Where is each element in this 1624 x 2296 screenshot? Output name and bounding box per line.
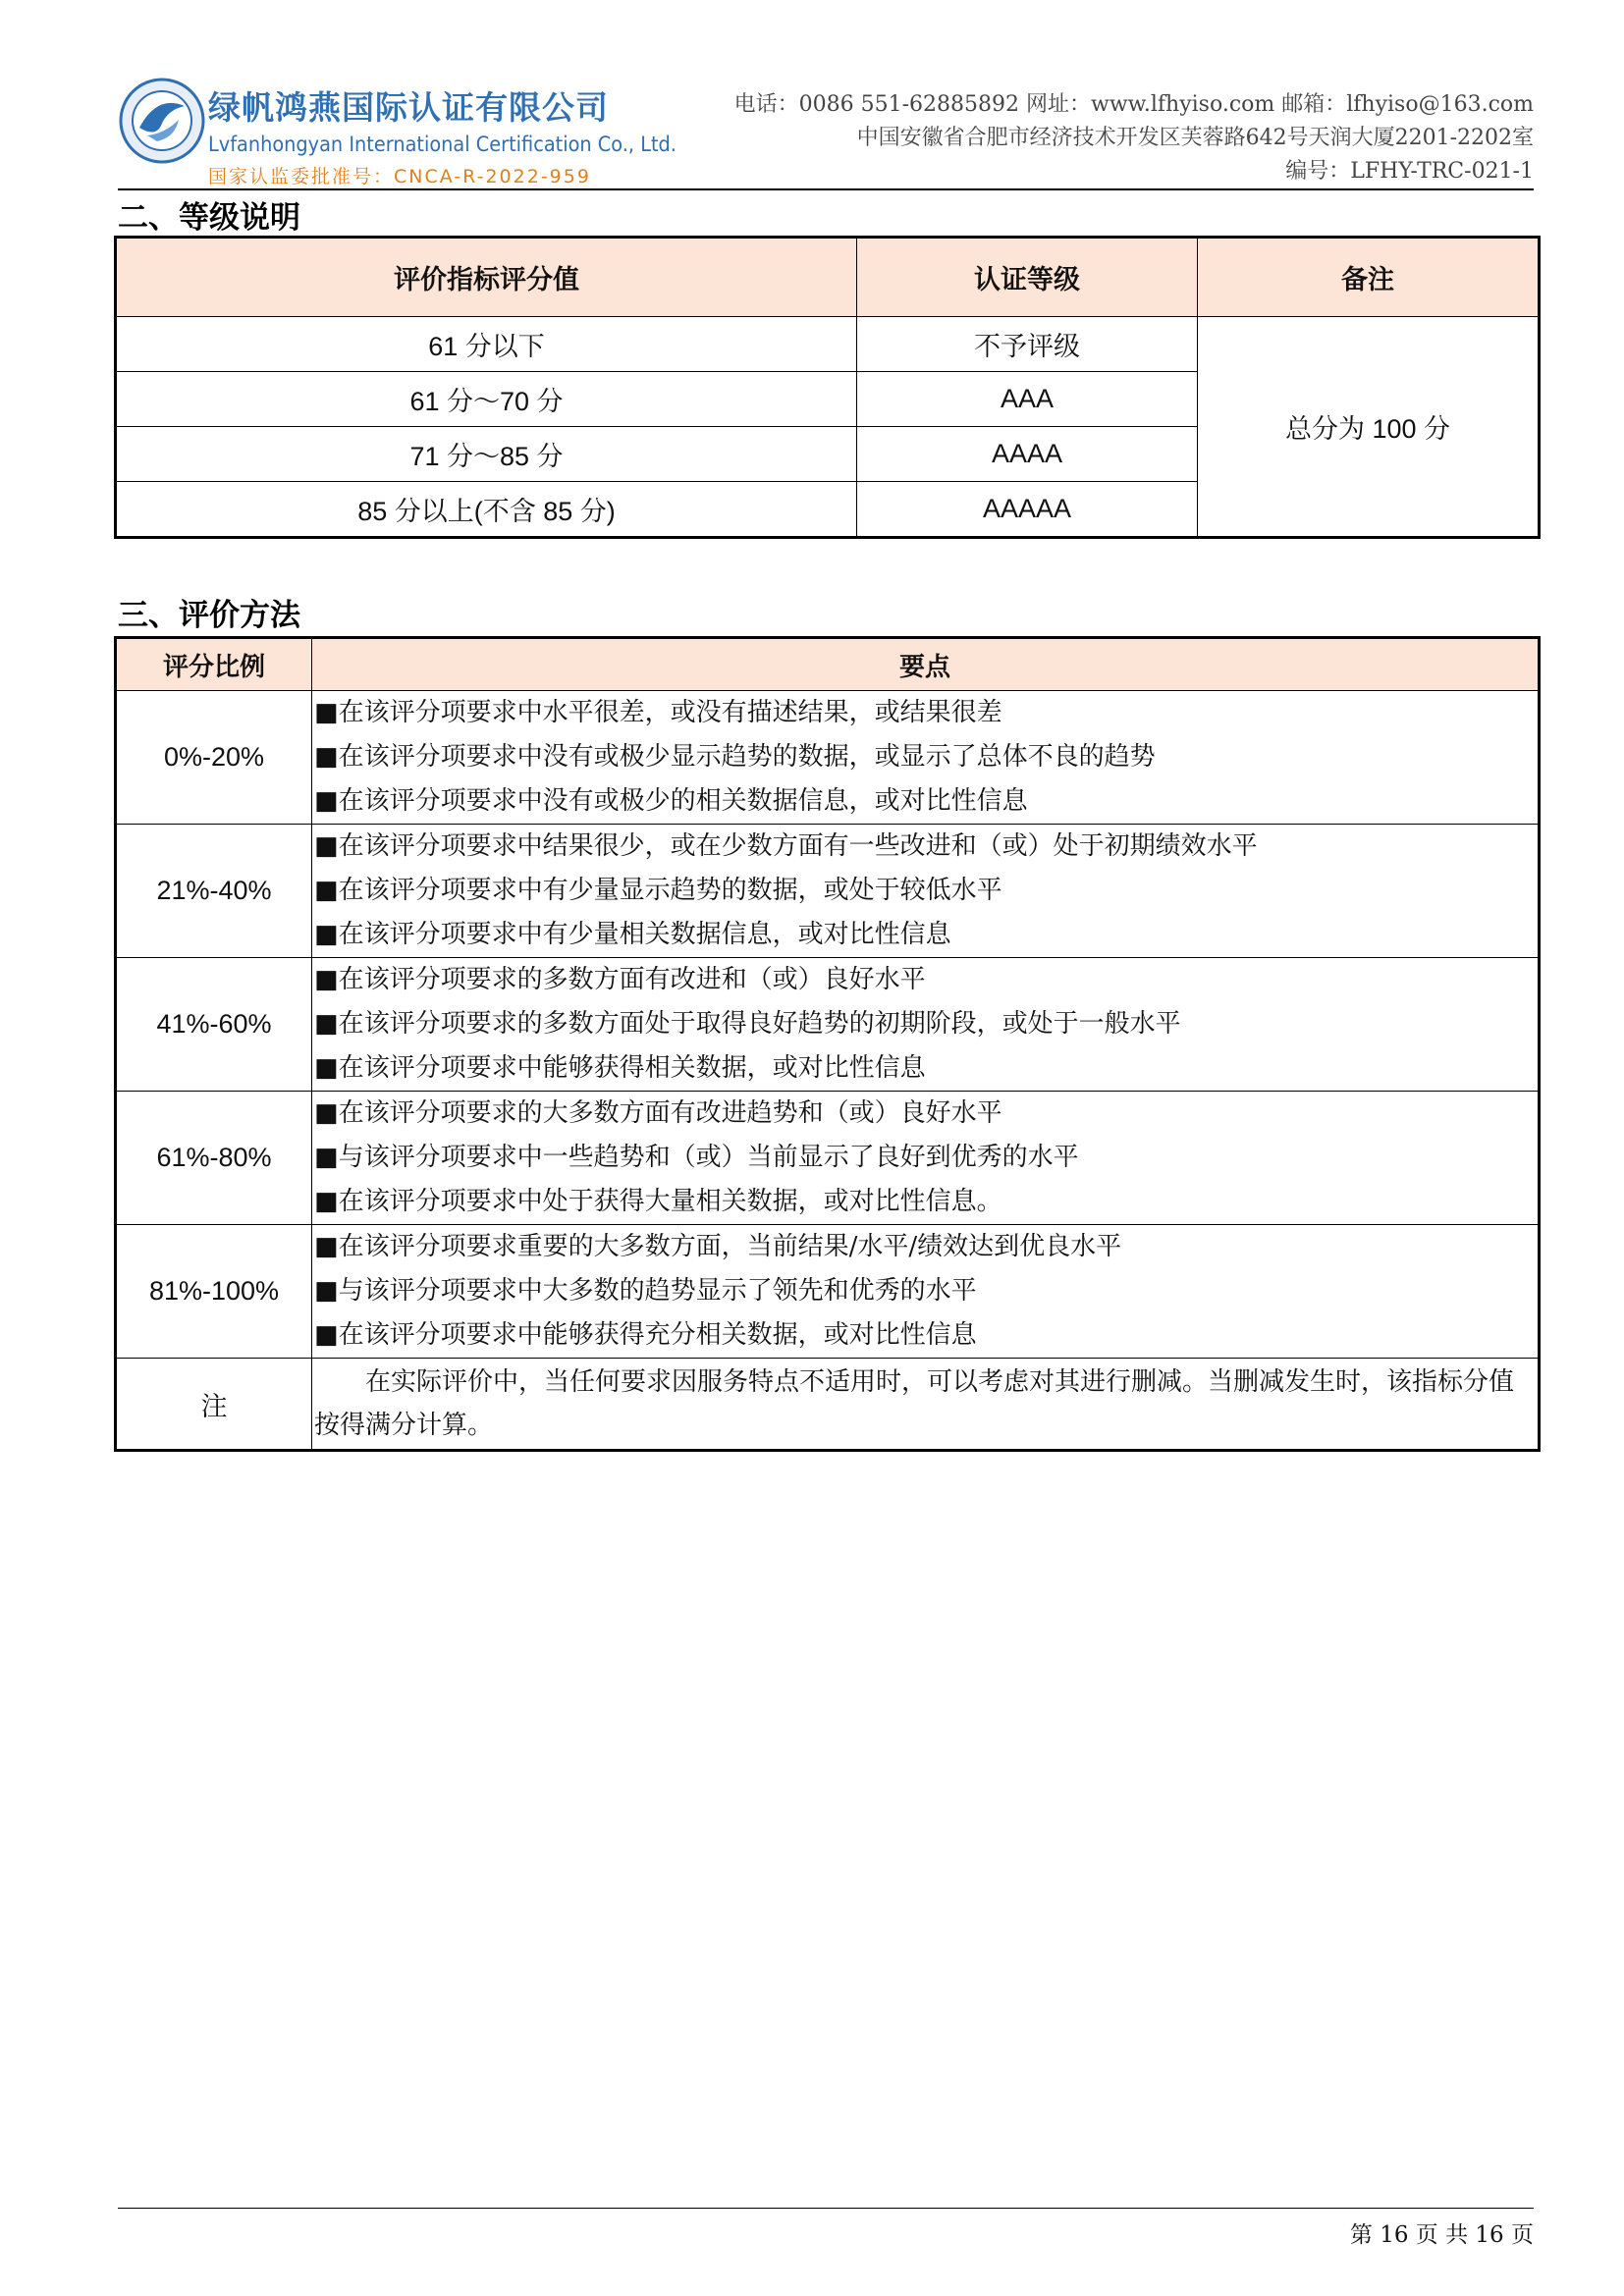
points-cell [312,1092,1540,1225]
points-cell [312,958,1540,1092]
points-cell [312,825,1540,958]
table-row [116,1092,1540,1225]
document-code: 编号：LFHY-TRC-021-1 [1285,159,1534,184]
points-cell [312,1225,1540,1359]
percent-cell: 61%-80% [116,1092,312,1225]
contact-line: 电话：0086 551-62885892 网址：www.lfhyiso.com 邮箱：lfhyiso@163.com [733,92,1534,117]
list-item: ■与该评分项要求中大多数的趋势显示了领先和优秀的水平 [314,1276,977,1306]
list-item: ■在该评分项要求中没有或极少的相关数据信息，或对比性信息 [314,786,1028,816]
percent-cell: 21%-40% [116,825,312,958]
list-item: ■在该评分项要求中结果很少，或在少数方面有一些改进和（或）处于初期绩效水平 [314,831,1258,861]
table-row [116,958,1540,1092]
column-header: 评价指标评分值 [116,238,857,317]
list-item: ■在该评分项要求中没有或极少显示趋势的数据，或显示了总体不良的趋势 [314,742,1156,772]
percent-cell: 41%-60% [116,958,312,1092]
percent-cell: 81%-100% [116,1225,312,1359]
column-header: 备注 [1198,238,1540,317]
header-divider [118,188,1534,190]
column-header: 要点 [312,638,1540,691]
table-row [116,1225,1540,1359]
list-item: ■在该评分项要求中能够获得充分相关数据，或对比性信息 [314,1320,977,1350]
page-number: 第 16 页 共 16 页 [1349,2222,1534,2248]
level-cell: 不予评级 [857,317,1198,372]
table-row-note [116,1359,1540,1451]
approval-number: 国家认监委批准号：CNCA-R-2022-959 [208,166,591,187]
table-row [116,691,1540,825]
footer-divider [118,2208,1534,2209]
list-item: ■在该评分项要求的多数方面有改进和（或）良好水平 [314,965,926,994]
level-cell: AAAA [857,427,1198,482]
list-item: ■在该评分项要求中能够获得相关数据，或对比性信息 [314,1053,926,1083]
table-row [116,825,1540,958]
section-title-method: 三、评价方法 [118,598,300,633]
company-name-cn: 绿帆鸿燕国际认证有限公司 [208,88,609,127]
page-header [118,77,1534,187]
contact-block [734,88,1534,188]
score-cell: 85 分以上(不含 85 分) [116,482,857,538]
table-row [116,317,1540,372]
table-header-row [116,238,1540,317]
remark-cell: 总分为 100 分 [1198,317,1540,538]
list-item: ■在该评分项要求中处于获得大量相关数据，或对比性信息。 [314,1187,1002,1216]
company-logo-icon [118,77,206,165]
column-header: 评分比例 [116,638,312,691]
list-item: ■在该评分项要求重要的大多数方面，当前结果/水平/绩效达到优良水平 [314,1232,1122,1261]
list-item: ■在该评分项要求中有少量显示趋势的数据，或处于较低水平 [314,876,1002,905]
percent-cell: 0%-20% [116,691,312,825]
level-cell: AAAAA [857,482,1198,538]
method-table [114,636,1541,1452]
section-title-grades: 二、等级说明 [118,200,300,236]
list-item: ■与该评分项要求中一些趋势和（或）当前显示了良好到优秀的水平 [314,1143,1079,1172]
list-item: ■在该评分项要求的大多数方面有改进趋势和（或）良好水平 [314,1098,1002,1128]
list-item: ■在该评分项要求中有少量相关数据信息，或对比性信息 [314,920,951,949]
list-item: ■在该评分项要求中水平很差，或没有描述结果，或结果很差 [314,698,1002,727]
column-header: 认证等级 [857,238,1198,317]
grade-table [114,236,1541,539]
company-brand [208,82,717,188]
points-cell [312,691,1540,825]
score-cell: 61 分～70 分 [116,372,857,427]
level-cell: AAA [857,372,1198,427]
table-header-row [116,638,1540,691]
list-item: ■在该评分项要求的多数方面处于取得良好趋势的初期阶段，或处于一般水平 [314,1009,1181,1039]
address-line: 中国安徽省合肥市经济技术开发区芙蓉路642号天润大厦2201-2202室 [856,126,1534,150]
note-text: 在实际评价中，当任何要求因服务特点不适用时，可以考虑对其进行删减。当删减发生时，该指标分值按得满分计算。 [312,1359,1540,1451]
score-cell: 71 分～85 分 [116,427,857,482]
company-name-en: Lvfanhongyan International Certification Co., Ltd. [208,133,677,156]
note-label: 注 [116,1359,312,1451]
score-cell: 61 分以下 [116,317,857,372]
